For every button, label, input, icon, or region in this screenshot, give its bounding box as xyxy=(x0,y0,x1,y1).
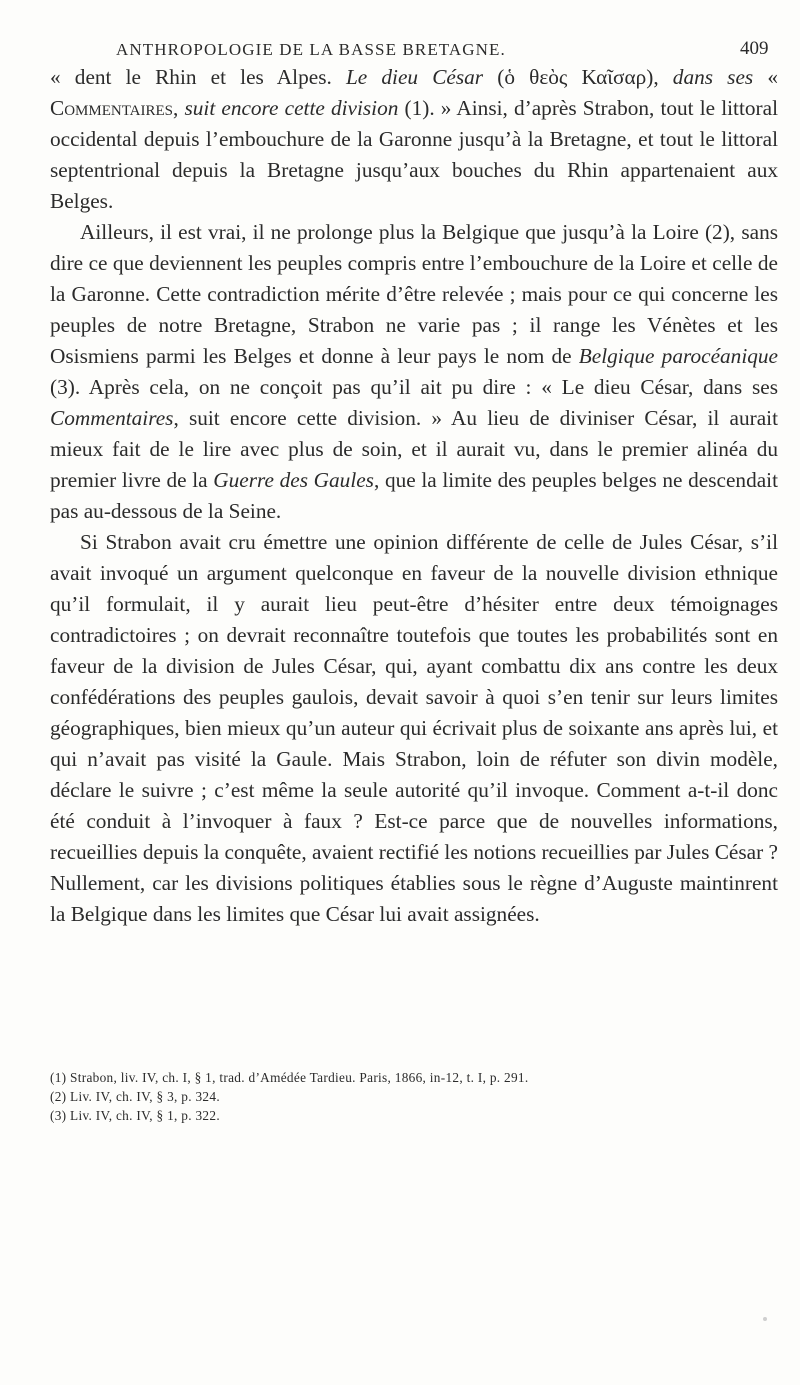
body-text xyxy=(50,62,778,930)
p2-text-c: (3). Après cela, on ne conçoit pas qu’il ait pu dire : « Le dieu César, dans ses xyxy=(50,375,778,399)
p2-text-g: , que la limite des peuples belges ne descendait pas au-dessous de la Seine. xyxy=(50,468,779,523)
footnote-3: (3) Liv. IV, ch. IV, § 1, p. 322. xyxy=(50,1108,220,1123)
page-speck xyxy=(763,1317,767,1321)
p1-smallcaps-commentaires: Commentaires xyxy=(50,96,174,120)
p1-italic-dans-ses: dans ses xyxy=(672,65,754,89)
p1-greek-quote: (ὁ θεὸς Καῖσαρ), xyxy=(483,65,673,89)
running-title: ANTHROPOLOGIE DE LA BASSE BRETAGNE. xyxy=(116,40,506,59)
p2-italic-guerre-des-gaules: Guerre des Gaules xyxy=(213,468,374,492)
p1-text-g: , xyxy=(173,96,185,120)
footnote-2: (2) Liv. IV, ch. IV, § 3, p. 324. xyxy=(50,1089,220,1104)
footnotes xyxy=(50,1068,778,1125)
paragraph-1 xyxy=(50,62,778,217)
paragraph-3: Si Strabon avait cru émettre une opinion différente de celle de Jules César, s’il avait invoqué un argument quelconque en faveur de la nouvelle division ethnique qu’il formulait, il y aurait lieu peut-être d’hésiter entre deux témoignages contradictoires ; on devrait reconnaître toutefois que toutes les probabilités sont en faveur de la division de Jules César, qui, ayant combattu dix ans contre les deux confédérations des peuples gaulois, devait savoir à quoi s’en tenir sur leurs limites géographiques, bien mieux qu’un auteur qui écrivait plus de soixante ans après lui, et qui n’avait pas visité la Gaule. Mais Strabon, loin de réfuter son divin modèle, déclare le suivre ; c’est même la seule autorité qu’il invoque. Comment a-t-il donc été conduit à l’invoquer à faux ? Est-ce parce que de nouvelles informations, recueillies depuis la conquête, avaient rectifié les notions recueillies par Jules César ? Nullement, car les divisions politiques établies sous le règne d’Auguste maintinrent la Belgique dans les limites que César lui avait assignées. xyxy=(50,530,778,926)
paragraph-2 xyxy=(50,217,778,527)
p2-text-a: Ailleurs, il est vrai, il ne prolonge plus la Belgique que jusqu’à la Loire (2), sans dire ce que deviennent les peuples compris entre l’embouchure de la Loire et celle de la Garonne. Cette contradiction mérite d’être relevée ; mais pour ce qui concerne les peuples de notre Bretagne, Strabon ne varie pas ; il range les Vénètes et les Osismiens parmi les Belges et donne à leur pays le nom de xyxy=(50,220,778,368)
p1-text-e: « xyxy=(753,65,778,89)
page-number: 409 xyxy=(740,38,769,59)
footnote-1: (1) Strabon, liv. IV, ch. I, § 1, trad. d’Amédée Tardieu. Paris, 1866, in-12, t. I, p. 291. xyxy=(50,1070,529,1085)
p2-italic-belgique-paroceanique: Belgique parocéanique xyxy=(578,344,778,368)
p1-text-i: (1). » Ainsi, d’après Strabon, tout le littoral occidental depuis l’embouchure de la Garonne jusqu’à la Bretagne, et tout le littoral septentrional depuis la Bretagne jusqu’aux bouches du Rhin appartenaient aux Belges. xyxy=(50,96,778,213)
p1-italic-le-dieu-cesar: Le dieu César xyxy=(345,65,484,89)
p2-text-e: , suit encore cette division. » Au lieu de diviniser César, il aurait mieux fait de le lire avec plus de soin, et il aurait vu, dans le premier alinéa du premier livre de la xyxy=(50,406,778,492)
p2-italic-commentaires: Commentaires xyxy=(50,406,174,430)
p1-text-a: « dent le Rhin et les Alpes. xyxy=(50,65,346,89)
p1-italic-suit-encore: suit encore cette division xyxy=(184,96,399,120)
